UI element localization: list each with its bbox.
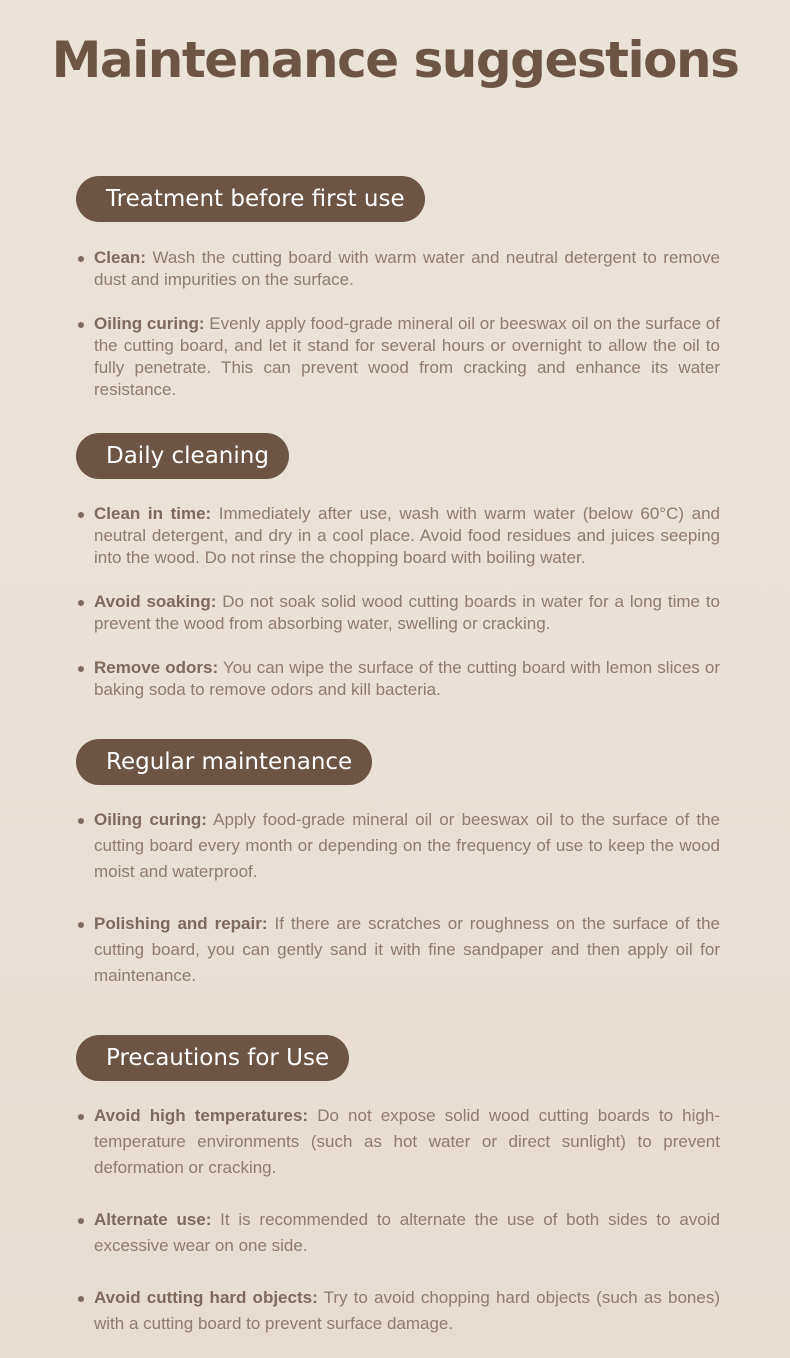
item-term: Clean in time:: [94, 504, 212, 523]
list-item: [94, 657, 720, 701]
page-title: Maintenance suggestions: [51, 31, 739, 89]
item-text: Do not soak solid wood cutting boards in water for a long time to prevent the wood from absorbing water, swelling or cracking.: [94, 592, 721, 633]
item-text: Try to avoid chopping hard objects (such as bones) with a cutting board to prevent surface damage.: [94, 1288, 721, 1333]
item-text: Immediately after use, wash with warm water (below 60°C) and neutral detergent, and dry in a cool place. Avoid food residues and juices seeping into the wood. Do not rinse the chopping board with boiling water.: [94, 504, 720, 567]
item-text: Evenly apply food-grade mineral oil or beeswax oil on the surface of the cutting board, and let it stand for several hours or overnight to allow the oil to fully penetrate. This can prevent wood from cracking and enhance its water resistance.: [94, 314, 720, 399]
item-term: Polishing and repair:: [94, 914, 268, 933]
item-term: Avoid high temperatures:: [94, 1106, 309, 1125]
item-text: It is recommended to alternate the use of both sides to avoid excessive wear on one side.: [94, 1210, 720, 1255]
section-heading: Daily cleaning: [76, 433, 289, 479]
item-term: Oiling curing:: [94, 810, 207, 829]
list-item: [94, 911, 720, 989]
list-item: [94, 591, 720, 635]
section-heading: Precautions for Use: [76, 1035, 349, 1081]
item-term: Avoid cutting hard objects:: [94, 1288, 318, 1307]
item-term: Alternate use:: [94, 1210, 212, 1229]
item-text: Apply food-grade mineral oil or beeswax oil to the surface of the cutting board every month or depending on the frequency of use to keep the wood moist and waterproof.: [94, 810, 721, 881]
item-text: If there are scratches or roughness on the surface of the cutting board, you can gently sand it with fine sandpaper and then apply oil for maintenance.: [94, 914, 720, 985]
item-term: Avoid soaking:: [94, 592, 217, 611]
item-text: Do not expose solid wood cutting boards to high-temperature environments (such as hot water or direct sunlight) to prevent deformation or cracking.: [94, 1106, 720, 1177]
item-term: Clean:: [94, 248, 146, 267]
item-term: Remove odors:: [94, 658, 219, 677]
section-heading: Treatment before first use: [76, 176, 425, 222]
list-item: [94, 1207, 720, 1259]
list-item: [94, 1103, 720, 1181]
list-item: [94, 247, 720, 291]
list-item: [94, 313, 720, 401]
item-term: Oiling curing:: [94, 314, 205, 333]
item-text: Wash the cutting board with warm water and neutral detergent to remove dust and impurities on the surface.: [94, 248, 720, 289]
list-item: [94, 807, 720, 885]
section-heading: Regular maintenance: [76, 739, 372, 785]
item-text: You can wipe the surface of the cutting board with lemon slices or baking soda to remove odors and kill bacteria.: [94, 658, 721, 699]
list-item: [94, 503, 720, 569]
list-item: [94, 1285, 720, 1337]
